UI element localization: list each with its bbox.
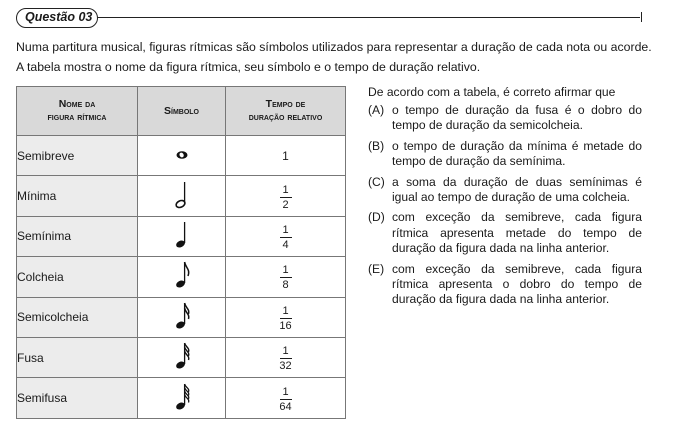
duration-fraction: $\frac{1}{64}$ [279,385,292,413]
table-row [17,216,346,256]
table-row [17,257,346,297]
figure-symbol [138,257,226,297]
figure-duration [226,176,346,216]
duration-fraction: $\frac{1}{8}$ [280,264,292,291]
option-b[interactable] [368,139,642,170]
duration-fraction: $\frac{1}{32}$ [279,345,292,373]
option-a[interactable] [368,103,642,134]
header-symbol: Símbolo [138,87,226,136]
figure-name: Colcheia [17,257,138,297]
figure-symbol [138,297,226,337]
figure-symbol [138,378,226,418]
table-row [17,378,346,418]
header-duration: Tempo de duração relativo [226,87,346,136]
header-rule [97,17,640,18]
duration-fraction: $\frac{1}{2}$ [280,184,292,211]
figure-duration: 1 [226,136,346,176]
question-prompt: De acordo com a tabela, é correto afirmar que [368,85,616,99]
sixty-fourth-note-icon [172,382,192,412]
half-note-icon [172,180,192,210]
option-label: (A) [368,103,385,117]
figure-symbol [138,176,226,216]
figure-duration [226,378,346,418]
figure-name: Semibreve [17,136,138,176]
figure-name: Mínima [17,176,138,216]
option-text: o tempo de duração da mínima é metade do tempo de duração da semínima. [392,138,642,169]
table-row [17,297,346,337]
figure-name: Semifusa [17,378,138,418]
eighth-note-icon [172,260,192,290]
figure-symbol [138,337,226,377]
option-label: (B) [368,138,385,153]
quarter-note-icon [172,220,192,250]
table-row [17,136,346,176]
header-rule-end [641,12,642,22]
option-e[interactable] [368,262,642,308]
figure-name: Semínima [17,216,138,256]
option-text: o tempo de duração da fusa é o dobro do tempo de duração da semicolcheia. [392,103,642,133]
sixteenth-note-icon [172,301,192,331]
table-header-row [17,87,346,136]
figure-duration [226,297,346,337]
figure-name: Semicolcheia [17,297,138,337]
duration-fraction: $\frac{1}{4}$ [280,224,292,251]
figure-duration [226,337,346,377]
option-label: (C) [368,174,385,189]
figure-name: Fusa [17,337,138,377]
question-label: Questão 03 [16,8,98,28]
table-row [17,176,346,216]
option-label: (E) [368,261,385,276]
figure-symbol [138,136,226,176]
option-text: a soma da duração de duas semínimas é igual ao tempo de duração de uma colcheia. [392,174,642,205]
table-row [17,337,346,377]
option-text: com exceção da semibreve, cada figura rítmica apresenta metade do tempo de duração da figura dada na linha anterior. [392,210,642,256]
answer-section [368,84,642,313]
thirty-second-note-icon [172,341,192,371]
figure-duration [226,257,346,297]
option-d[interactable] [368,210,642,256]
option-text: com exceção da semibreve, cada figura rítmica apresenta o dobro do tempo de duração da figura dada na linha anterior. [392,261,642,307]
intro-line-2: A tabela mostra o nome da figura rítmica, seu símbolo e o tempo de duração relativo. [16,60,481,74]
duration-fraction: $\frac{1}{16}$ [279,304,292,332]
figure-symbol [138,216,226,256]
whole-note-icon [172,147,192,161]
option-label: (D) [368,210,385,225]
option-c[interactable] [368,175,642,206]
intro-line-1: Numa partitura musical, figuras rítmicas são símbolos utilizados para representar a duração de cada nota ou acorde. [16,40,652,54]
intro-text [16,37,666,77]
question-header [16,8,642,30]
header-name: Nome da figura rítmica [17,87,138,136]
rhythm-table [16,86,346,419]
figure-duration [226,216,346,256]
